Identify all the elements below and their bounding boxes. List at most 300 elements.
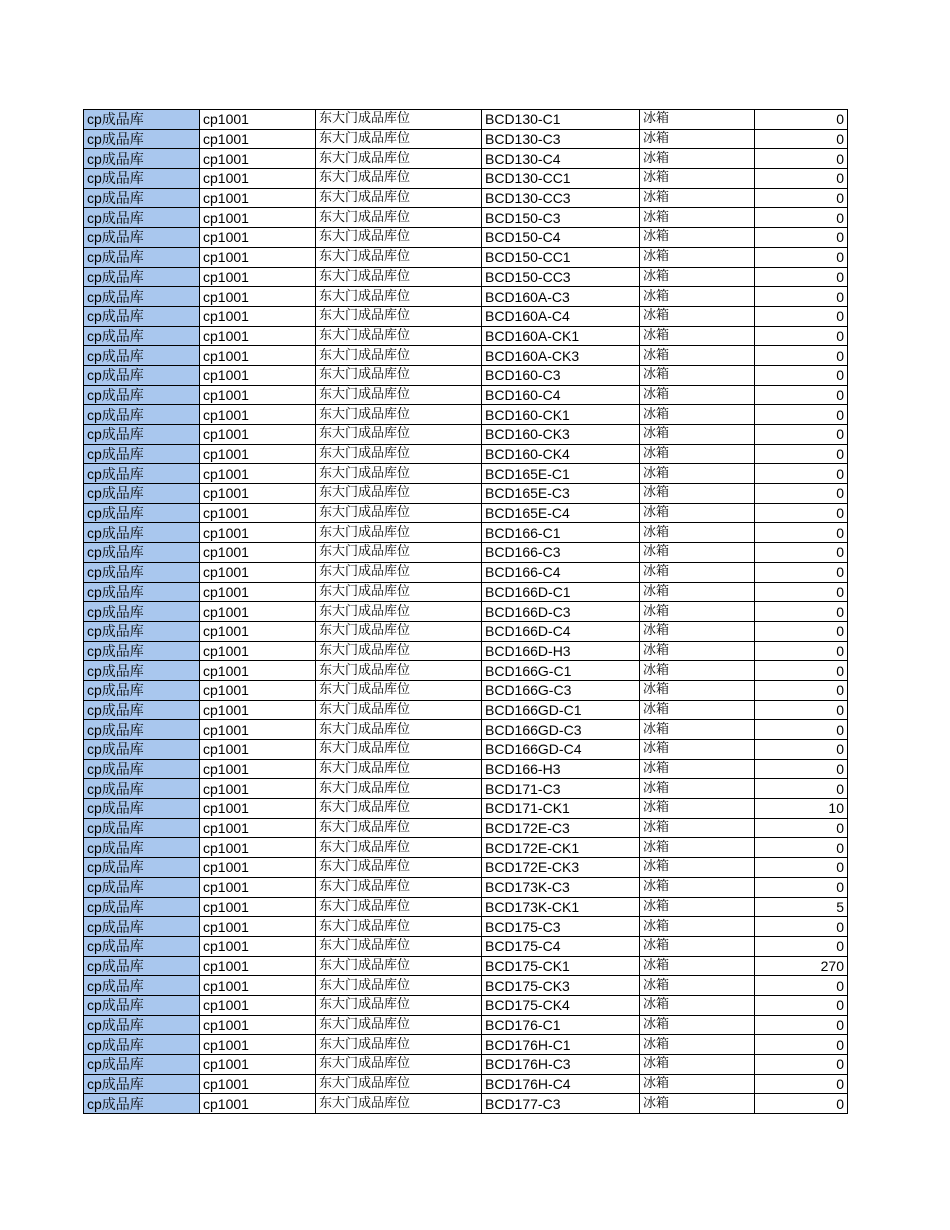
category-cell: 冰箱 [640,208,755,228]
warehouse-code-cell: cp1001 [200,759,316,779]
quantity-cell: 0 [755,169,848,189]
table-row [84,799,848,819]
model-cell: BCD150-C4 [482,228,640,248]
warehouse-code-cell: cp1001 [200,543,316,563]
warehouse-code-cell: cp1001 [200,326,316,346]
quantity-cell: 0 [755,149,848,169]
warehouse-code-cell: cp1001 [200,1094,316,1114]
warehouse-code-cell: cp1001 [200,444,316,464]
warehouse-cell: cp成品库 [84,326,200,346]
warehouse-code-cell: cp1001 [200,641,316,661]
table-row [84,169,848,189]
warehouse-code-cell: cp1001 [200,1074,316,1094]
warehouse-code-cell: cp1001 [200,188,316,208]
model-cell: BCD175-CK1 [482,956,640,976]
location-cell: 东大门成品库位 [316,680,482,700]
warehouse-cell: cp成品库 [84,385,200,405]
quantity-cell: 0 [755,365,848,385]
model-cell: BCD172E-CK1 [482,838,640,858]
model-cell: BCD150-CC3 [482,267,640,287]
table-row [84,523,848,543]
quantity-cell: 0 [755,680,848,700]
location-cell: 东大门成品库位 [316,287,482,307]
table-row [84,247,848,267]
warehouse-cell: cp成品库 [84,858,200,878]
warehouse-code-cell: cp1001 [200,247,316,267]
warehouse-code-cell: cp1001 [200,346,316,366]
quantity-cell: 0 [755,582,848,602]
table-row [84,1074,848,1094]
location-cell: 东大门成品库位 [316,385,482,405]
location-cell: 东大门成品库位 [316,208,482,228]
warehouse-code-cell: cp1001 [200,897,316,917]
model-cell: BCD175-C4 [482,936,640,956]
model-cell: BCD160-C4 [482,385,640,405]
table-row [84,306,848,326]
location-cell: 东大门成品库位 [316,661,482,681]
category-cell: 冰箱 [640,740,755,760]
quantity-cell: 0 [755,1094,848,1114]
location-cell: 东大门成品库位 [316,405,482,425]
warehouse-code-cell: cp1001 [200,818,316,838]
warehouse-code-cell: cp1001 [200,720,316,740]
location-cell: 东大门成品库位 [316,582,482,602]
category-cell: 冰箱 [640,995,755,1015]
location-cell: 东大门成品库位 [316,543,482,563]
category-cell: 冰箱 [640,602,755,622]
quantity-cell: 0 [755,425,848,445]
category-cell: 冰箱 [640,1015,755,1035]
table-row [84,858,848,878]
location-cell: 东大门成品库位 [316,1074,482,1094]
model-cell: BCD160A-C4 [482,306,640,326]
warehouse-cell: cp成品库 [84,110,200,130]
quantity-cell: 0 [755,858,848,878]
table-row [84,936,848,956]
quantity-cell: 0 [755,523,848,543]
location-cell: 东大门成品库位 [316,365,482,385]
warehouse-code-cell: cp1001 [200,484,316,504]
category-cell: 冰箱 [640,936,755,956]
warehouse-code-cell: cp1001 [200,562,316,582]
table-row [84,110,848,130]
model-cell: BCD130-CC3 [482,188,640,208]
category-cell: 冰箱 [640,858,755,878]
table-row [84,1035,848,1055]
category-cell: 冰箱 [640,680,755,700]
warehouse-cell: cp成品库 [84,995,200,1015]
category-cell: 冰箱 [640,405,755,425]
category-cell: 冰箱 [640,1074,755,1094]
quantity-cell: 0 [755,503,848,523]
warehouse-code-cell: cp1001 [200,385,316,405]
location-cell: 东大门成品库位 [316,779,482,799]
category-cell: 冰箱 [640,779,755,799]
warehouse-code-cell: cp1001 [200,1015,316,1035]
quantity-cell: 0 [755,464,848,484]
warehouse-code-cell: cp1001 [200,306,316,326]
location-cell: 东大门成品库位 [316,267,482,287]
warehouse-cell: cp成品库 [84,503,200,523]
model-cell: BCD160A-C3 [482,287,640,307]
model-cell: BCD176H-C4 [482,1074,640,1094]
category-cell: 冰箱 [640,444,755,464]
quantity-cell: 0 [755,720,848,740]
model-cell: BCD175-CK3 [482,976,640,996]
table-row [84,700,848,720]
model-cell: BCD166D-C1 [482,582,640,602]
category-cell: 冰箱 [640,385,755,405]
quantity-cell: 0 [755,917,848,937]
warehouse-cell: cp成品库 [84,582,200,602]
category-cell: 冰箱 [640,641,755,661]
model-cell: BCD150-CC1 [482,247,640,267]
category-cell: 冰箱 [640,287,755,307]
quantity-cell: 0 [755,562,848,582]
model-cell: BCD172E-CK3 [482,858,640,878]
table-row [84,779,848,799]
category-cell: 冰箱 [640,326,755,346]
warehouse-cell: cp成品库 [84,1035,200,1055]
location-cell: 东大门成品库位 [316,444,482,464]
model-cell: BCD166D-H3 [482,641,640,661]
category-cell: 冰箱 [640,169,755,189]
location-cell: 东大门成品库位 [316,700,482,720]
table-row [84,543,848,563]
quantity-cell: 0 [755,129,848,149]
quantity-cell: 0 [755,385,848,405]
category-cell: 冰箱 [640,346,755,366]
warehouse-code-cell: cp1001 [200,365,316,385]
warehouse-cell: cp成品库 [84,543,200,563]
warehouse-cell: cp成品库 [84,464,200,484]
table-row [84,425,848,445]
warehouse-cell: cp成品库 [84,799,200,819]
category-cell: 冰箱 [640,306,755,326]
warehouse-code-cell: cp1001 [200,503,316,523]
category-cell: 冰箱 [640,365,755,385]
quantity-cell: 0 [755,641,848,661]
quantity-cell: 0 [755,995,848,1015]
location-cell: 东大门成品库位 [316,326,482,346]
model-cell: BCD150-C3 [482,208,640,228]
location-cell: 东大门成品库位 [316,799,482,819]
warehouse-code-cell: cp1001 [200,740,316,760]
warehouse-cell: cp成品库 [84,661,200,681]
warehouse-code-cell: cp1001 [200,110,316,130]
category-cell: 冰箱 [640,503,755,523]
quantity-cell: 0 [755,877,848,897]
category-cell: 冰箱 [640,267,755,287]
location-cell: 东大门成品库位 [316,641,482,661]
location-cell: 东大门成品库位 [316,838,482,858]
location-cell: 东大门成品库位 [316,129,482,149]
table-row [84,208,848,228]
category-cell: 冰箱 [640,562,755,582]
model-cell: BCD171-CK1 [482,799,640,819]
location-cell: 东大门成品库位 [316,858,482,878]
quantity-cell: 0 [755,838,848,858]
warehouse-code-cell: cp1001 [200,149,316,169]
quantity-cell: 0 [755,602,848,622]
category-cell: 冰箱 [640,799,755,819]
quantity-cell: 0 [755,444,848,464]
location-cell: 东大门成品库位 [316,228,482,248]
category-cell: 冰箱 [640,917,755,937]
model-cell: BCD130-C3 [482,129,640,149]
model-cell: BCD130-CC1 [482,169,640,189]
table-row [84,956,848,976]
warehouse-cell: cp成品库 [84,365,200,385]
category-cell: 冰箱 [640,838,755,858]
table-row [84,680,848,700]
location-cell: 东大门成品库位 [316,188,482,208]
table-row [84,405,848,425]
table-row [84,484,848,504]
warehouse-code-cell: cp1001 [200,956,316,976]
location-cell: 东大门成品库位 [316,149,482,169]
location-cell: 东大门成品库位 [316,759,482,779]
warehouse-code-cell: cp1001 [200,976,316,996]
warehouse-cell: cp成品库 [84,149,200,169]
warehouse-code-cell: cp1001 [200,228,316,248]
model-cell: BCD173K-CK1 [482,897,640,917]
location-cell: 东大门成品库位 [316,740,482,760]
location-cell: 东大门成品库位 [316,503,482,523]
warehouse-cell: cp成品库 [84,602,200,622]
table-row [84,149,848,169]
inventory-table-body [84,110,848,1114]
category-cell: 冰箱 [640,582,755,602]
warehouse-code-cell: cp1001 [200,621,316,641]
warehouse-cell: cp成品库 [84,444,200,464]
model-cell: BCD166G-C3 [482,680,640,700]
category-cell: 冰箱 [640,523,755,543]
model-cell: BCD166GD-C4 [482,740,640,760]
warehouse-code-cell: cp1001 [200,425,316,445]
table-row [84,464,848,484]
quantity-cell: 0 [755,346,848,366]
location-cell: 东大门成品库位 [316,621,482,641]
warehouse-code-cell: cp1001 [200,799,316,819]
category-cell: 冰箱 [640,759,755,779]
location-cell: 东大门成品库位 [316,995,482,1015]
category-cell: 冰箱 [640,247,755,267]
model-cell: BCD175-C3 [482,917,640,937]
warehouse-cell: cp成品库 [84,306,200,326]
model-cell: BCD166G-C1 [482,661,640,681]
quantity-cell: 0 [755,1074,848,1094]
category-cell: 冰箱 [640,188,755,208]
location-cell: 东大门成品库位 [316,1015,482,1035]
warehouse-cell: cp成品库 [84,818,200,838]
quantity-cell: 0 [755,188,848,208]
warehouse-code-cell: cp1001 [200,1055,316,1075]
warehouse-cell: cp成品库 [84,287,200,307]
warehouse-code-cell: cp1001 [200,858,316,878]
quantity-cell: 0 [755,326,848,346]
category-cell: 冰箱 [640,976,755,996]
model-cell: BCD166-C4 [482,562,640,582]
location-cell: 东大门成品库位 [316,247,482,267]
quantity-cell: 0 [755,779,848,799]
warehouse-cell: cp成品库 [84,759,200,779]
warehouse-cell: cp成品库 [84,1074,200,1094]
location-cell: 东大门成品库位 [316,818,482,838]
model-cell: BCD160-CK1 [482,405,640,425]
category-cell: 冰箱 [640,425,755,445]
table-row [84,661,848,681]
table-row [84,346,848,366]
location-cell: 东大门成品库位 [316,936,482,956]
category-cell: 冰箱 [640,877,755,897]
location-cell: 东大门成品库位 [316,425,482,445]
category-cell: 冰箱 [640,464,755,484]
model-cell: BCD166GD-C3 [482,720,640,740]
category-cell: 冰箱 [640,484,755,504]
warehouse-code-cell: cp1001 [200,779,316,799]
table-row [84,267,848,287]
model-cell: BCD130-C4 [482,149,640,169]
warehouse-cell: cp成品库 [84,680,200,700]
warehouse-code-cell: cp1001 [200,917,316,937]
warehouse-cell: cp成品库 [84,1015,200,1035]
quantity-cell: 0 [755,267,848,287]
category-cell: 冰箱 [640,110,755,130]
warehouse-cell: cp成品库 [84,247,200,267]
warehouse-cell: cp成品库 [84,936,200,956]
quantity-cell: 0 [755,1035,848,1055]
table-row [84,976,848,996]
warehouse-cell: cp成品库 [84,779,200,799]
model-cell: BCD166D-C3 [482,602,640,622]
location-cell: 东大门成品库位 [316,523,482,543]
table-row [84,1055,848,1075]
warehouse-cell: cp成品库 [84,956,200,976]
model-cell: BCD165E-C4 [482,503,640,523]
warehouse-code-cell: cp1001 [200,936,316,956]
warehouse-code-cell: cp1001 [200,995,316,1015]
inventory-table [83,109,848,1114]
warehouse-cell: cp成品库 [84,838,200,858]
location-cell: 东大门成品库位 [316,877,482,897]
quantity-cell: 0 [755,208,848,228]
warehouse-code-cell: cp1001 [200,464,316,484]
warehouse-code-cell: cp1001 [200,523,316,543]
warehouse-cell: cp成品库 [84,562,200,582]
quantity-cell: 0 [755,700,848,720]
table-row [84,444,848,464]
warehouse-code-cell: cp1001 [200,877,316,897]
model-cell: BCD130-C1 [482,110,640,130]
model-cell: BCD165E-C3 [482,484,640,504]
model-cell: BCD176H-C1 [482,1035,640,1055]
location-cell: 东大门成品库位 [316,602,482,622]
warehouse-cell: cp成品库 [84,700,200,720]
table-row [84,759,848,779]
location-cell: 东大门成品库位 [316,1094,482,1114]
table-row [84,287,848,307]
quantity-cell: 0 [755,1015,848,1035]
quantity-cell: 0 [755,936,848,956]
warehouse-cell: cp成品库 [84,621,200,641]
table-row [84,838,848,858]
category-cell: 冰箱 [640,129,755,149]
location-cell: 东大门成品库位 [316,956,482,976]
quantity-cell: 0 [755,621,848,641]
category-cell: 冰箱 [640,720,755,740]
model-cell: BCD160A-CK1 [482,326,640,346]
quantity-cell: 0 [755,405,848,425]
warehouse-code-cell: cp1001 [200,680,316,700]
warehouse-cell: cp成品库 [84,976,200,996]
quantity-cell: 0 [755,287,848,307]
model-cell: BCD175-CK4 [482,995,640,1015]
category-cell: 冰箱 [640,1055,755,1075]
warehouse-cell: cp成品库 [84,405,200,425]
model-cell: BCD160A-CK3 [482,346,640,366]
model-cell: BCD173K-C3 [482,877,640,897]
table-row [84,818,848,838]
table-row [84,228,848,248]
model-cell: BCD176H-C3 [482,1055,640,1075]
table-row [84,1094,848,1114]
quantity-cell: 270 [755,956,848,976]
table-row [84,1015,848,1035]
category-cell: 冰箱 [640,956,755,976]
warehouse-cell: cp成品库 [84,1055,200,1075]
quantity-cell: 5 [755,897,848,917]
quantity-cell: 0 [755,1055,848,1075]
table-row [84,917,848,937]
quantity-cell: 0 [755,484,848,504]
warehouse-cell: cp成品库 [84,917,200,937]
warehouse-cell: cp成品库 [84,740,200,760]
quantity-cell: 0 [755,228,848,248]
table-row [84,188,848,208]
warehouse-code-cell: cp1001 [200,208,316,228]
table-row [84,621,848,641]
warehouse-cell: cp成品库 [84,228,200,248]
warehouse-cell: cp成品库 [84,425,200,445]
location-cell: 东大门成品库位 [316,464,482,484]
category-cell: 冰箱 [640,1035,755,1055]
table-row [84,995,848,1015]
location-cell: 东大门成品库位 [316,1035,482,1055]
location-cell: 东大门成品库位 [316,976,482,996]
model-cell: BCD160-CK3 [482,425,640,445]
location-cell: 东大门成品库位 [316,917,482,937]
model-cell: BCD166-C1 [482,523,640,543]
model-cell: BCD166-C3 [482,543,640,563]
location-cell: 东大门成品库位 [316,306,482,326]
model-cell: BCD166GD-C1 [482,700,640,720]
model-cell: BCD160-C3 [482,365,640,385]
warehouse-cell: cp成品库 [84,188,200,208]
warehouse-code-cell: cp1001 [200,405,316,425]
location-cell: 东大门成品库位 [316,484,482,504]
location-cell: 东大门成品库位 [316,720,482,740]
warehouse-code-cell: cp1001 [200,661,316,681]
table-row [84,326,848,346]
warehouse-cell: cp成品库 [84,346,200,366]
warehouse-cell: cp成品库 [84,720,200,740]
category-cell: 冰箱 [640,543,755,563]
warehouse-code-cell: cp1001 [200,700,316,720]
category-cell: 冰箱 [640,1094,755,1114]
warehouse-cell: cp成品库 [84,169,200,189]
table-row [84,562,848,582]
